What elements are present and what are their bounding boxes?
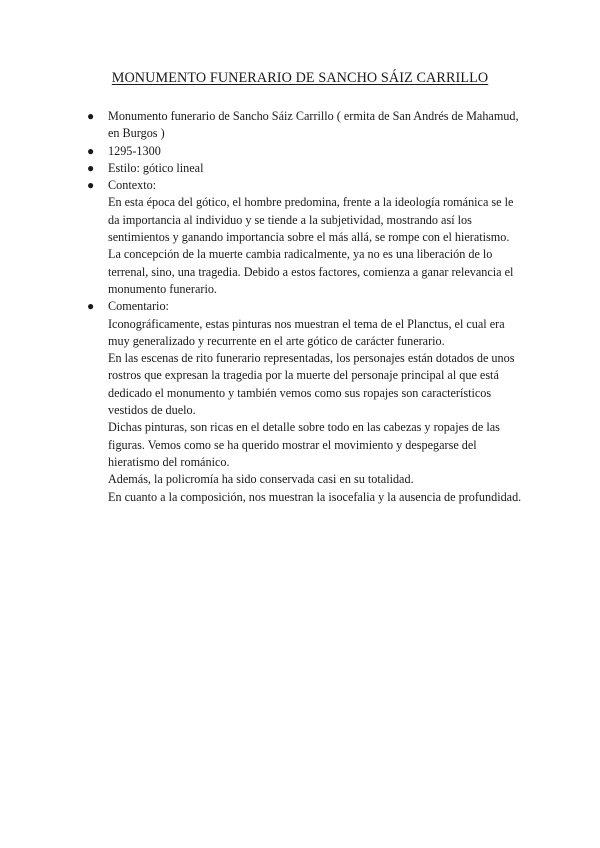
bullet-icon: ●	[87, 299, 95, 314]
item-paragraph: La concepción de la muerte cambia radicalmente, ya no es una liberación de lo terrenal, sino, una tragedia. Debido a estos factores, comienza a ganar relevancia el monumento funerario.	[108, 247, 514, 296]
item-text: 1295-1300	[108, 143, 161, 158]
list-item	[84, 298, 524, 506]
item-text: Monumento funerario de Sancho Sáiz Carrillo ( ermita de San Andrés de Mahamud, en Burgos )	[108, 109, 519, 141]
list-item	[84, 143, 524, 160]
page-title: MONUMENTO FUNERARIO DE SANCHO SÁIZ CARRILLO	[111, 70, 489, 86]
item-paragraph: En cuanto a la composición, nos muestran la isocefalia y la ausencia de profundidad.	[108, 489, 522, 504]
item-text: Estilo: gótico lineal	[108, 160, 204, 175]
item-paragraph: En las escenas de rito funerario representadas, los personajes están dotados de unos rostros que expresan la tragedia por la muerte del personaje principal al que está dedicado el monumento y también vemos como sus ropajes son característicos vestidos de duelo.	[108, 351, 515, 418]
item-paragraph: Iconográficamente, estas pinturas nos muestran el tema de el Planctus, el cual era muy generalizado y recurrente en el arte gótico de carácter funerario.	[108, 316, 505, 348]
item-paragraph: En esta época del gótico, el hombre predomina, frente a la ideología románica se le da importancia al individuo y se tiende a la subjetividad, mostrando así los sentimientos y ganando importancia sobre el más allá, se rompe con el hieratismo.	[108, 195, 514, 245]
bullet-list	[84, 108, 524, 506]
item-heading: Contexto:	[108, 178, 157, 193]
list-item	[84, 177, 524, 298]
item-heading: Comentario:	[108, 299, 169, 314]
list-item	[84, 108, 524, 143]
item-paragraph: Además, la policromía ha sido conservada casi en su totalidad.	[108, 472, 414, 487]
bullet-icon: ●	[87, 109, 95, 123]
bullet-icon: ●	[87, 178, 95, 193]
bullet-icon: ●	[87, 143, 95, 158]
list-item	[84, 160, 524, 177]
bullet-icon: ●	[87, 160, 95, 175]
item-paragraph: Dichas pinturas, son ricas en el detalle sobre todo en las cabezas y ropajes de las figuras. Vemos como se ha querido mostrar el movimiento y despegarse del hieratismo del románico.	[108, 420, 500, 469]
